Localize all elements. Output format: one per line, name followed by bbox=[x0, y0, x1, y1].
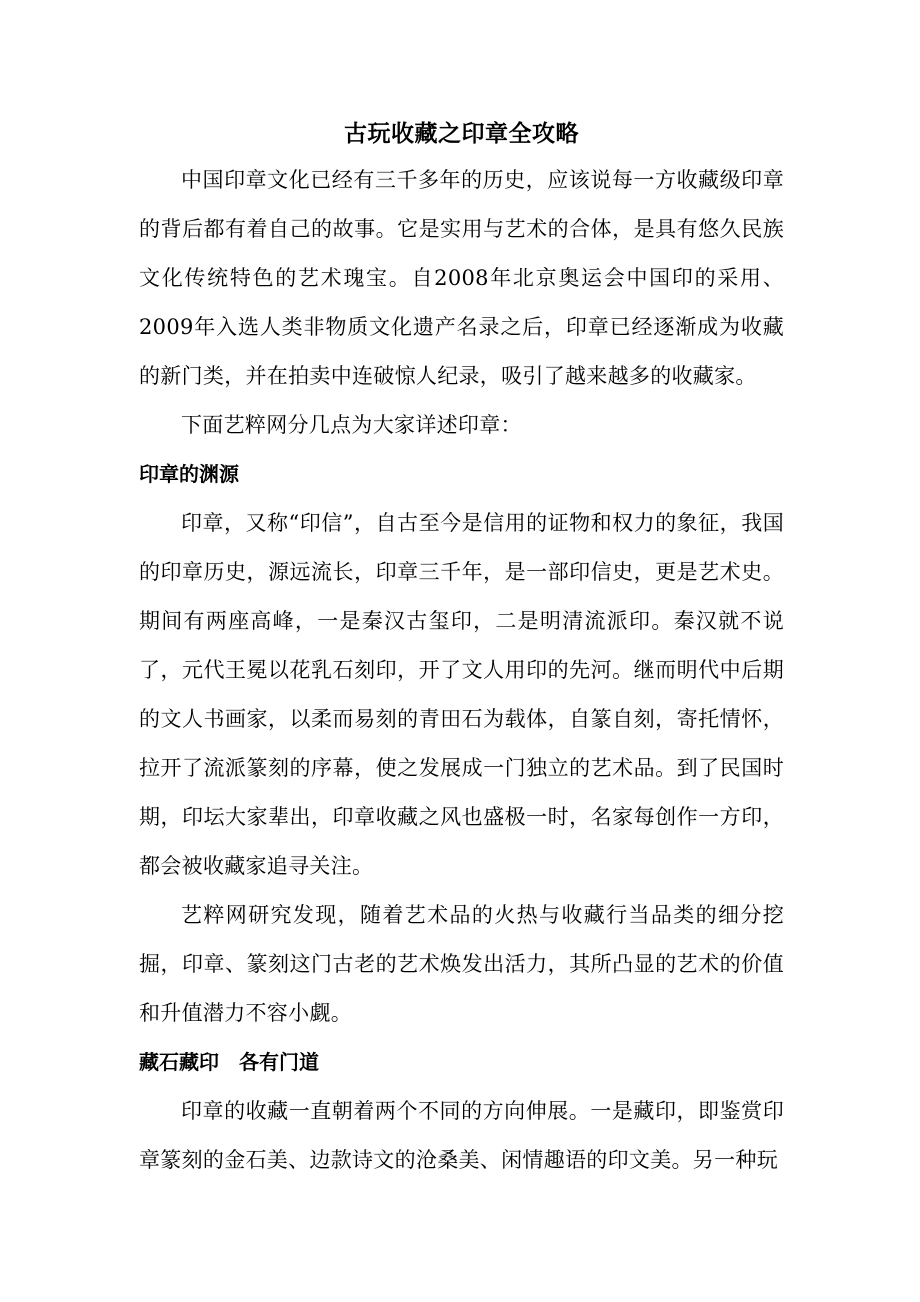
document-title: 古玩收藏之印章全攻略 bbox=[344, 120, 579, 147]
document-page bbox=[139, 116, 784, 1185]
section-heading-collecting: 藏石藏印 各有门道 bbox=[139, 1050, 319, 1074]
intro-paragraph: 中国印章文化已经有三千多年的历史，应该说每一方收藏级印章的背后都有着自己的故事。它是实用与艺术的合体，是具有悠久民族文化传统特色的艺术瑰宝。自2008年北京奥运会中国印的采用、2009年入选人类非物质文化遗产名录之后，印章已经逐渐成为收藏的新门类，并在拍卖中连破惊人纪录，吸引了越来越多的收藏家。 bbox=[139, 168, 784, 388]
body-paragraph: 印章的收藏一直朝着两个不同的方向伸展。一是藏印，即鉴赏印章篆刻的金石美、边款诗文的沧桑美、闲情趣语的印文美。另一种玩 bbox=[139, 1099, 784, 1172]
body-paragraph: 艺粹网研究发现，随着艺术品的火热与收藏行当品类的细分挖掘，印章、篆刻这门古老的艺术焕发出活力，其所凸显的艺术的价值和升值潜力不容小觑。 bbox=[139, 903, 784, 1025]
body-paragraph: 印章，又称“印信”，自古至今是信用的证物和权力的象征，我国的印章历史，源远流长，印章三千年，是一部印信史，更是艺术史。期间有两座高峰，一是秦汉古玺印，二是明清流派印。秦汉就不说了，元代王冕以花乳石刻印，开了文人用印的先河。继而明代中后期的文人书画家，以柔而易刻的青田石为载体，自篆自刻，寄托情怀，拉开了流派篆刻的序幕，使之发展成一门独立的艺术品。到了民国时期，印坛大家辈出，印章收藏之风也盛极一时，名家每创作一方印，都会被收藏家追寻关注。 bbox=[139, 511, 784, 878]
intro-paragraph: 下面艺粹网分几点为大家详述印章： bbox=[181, 413, 522, 437]
section-heading-origin: 印章的渊源 bbox=[139, 462, 239, 486]
